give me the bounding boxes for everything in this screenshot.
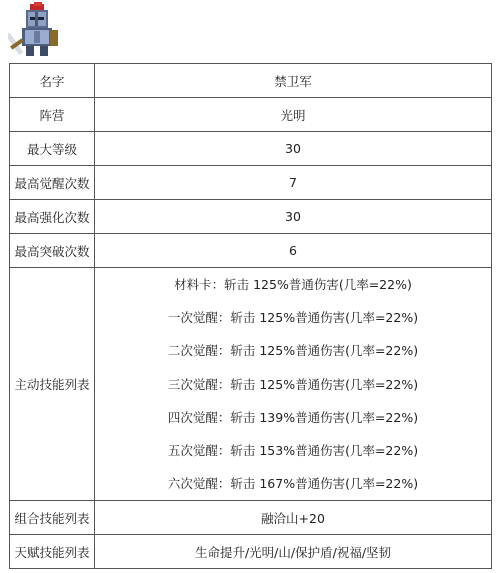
row-value-name: 禁卫军 — [95, 64, 492, 98]
skill-line: 二次觉醒：斩击 125%普通伤害(几率=22%) — [167, 343, 419, 359]
row-value-talent-skills: 生命提升/光明/山/保护盾/祝福/坚韧 — [95, 535, 492, 569]
table-row — [10, 200, 492, 234]
row-value-max-level: 30 — [95, 132, 492, 166]
row-label-max-level: 最大等级 — [10, 132, 95, 166]
table-row — [10, 166, 492, 200]
armored-knight-sword-icon — [8, 2, 68, 60]
table-row — [10, 132, 492, 166]
row-value-max-breakthrough: 6 — [95, 234, 492, 268]
unit-info-table — [9, 63, 492, 569]
row-value-max-enhance: 30 — [95, 200, 492, 234]
table-row — [10, 268, 492, 501]
skill-line: 四次觉醒：斩击 139%普通伤害(几率=22%) — [167, 409, 419, 425]
table-row — [10, 501, 492, 535]
table-row — [10, 234, 492, 268]
table-row — [10, 535, 492, 569]
row-label-max-awakening: 最高觉醒次数 — [10, 166, 95, 200]
row-label-faction: 阵营 — [10, 98, 95, 132]
row-label-active-skills: 主动技能列表 — [10, 268, 95, 501]
row-label-combo-skills: 组合技能列表 — [10, 501, 95, 535]
skill-line: 材料卡：斩击 125%普通伤害(几率=22%) — [174, 277, 412, 292]
table-row — [10, 98, 492, 132]
row-label-talent-skills: 天赋技能列表 — [10, 535, 95, 569]
row-value-max-awakening: 7 — [95, 166, 492, 200]
active-skills-list — [95, 268, 492, 501]
row-label-max-enhance: 最高强化次数 — [10, 200, 95, 234]
skill-line: 三次觉醒：斩击 125%普通伤害(几率=22%) — [167, 376, 419, 392]
row-value-combo-skills: 融洽山+20 — [95, 501, 492, 535]
row-label-name: 名字 — [10, 64, 95, 98]
table-row — [10, 64, 492, 98]
skill-line: 一次觉醒：斩击 125%普通伤害(几率=22%) — [167, 310, 419, 326]
row-value-faction: 光明 — [95, 98, 492, 132]
skill-line: 五次觉醒：斩击 153%普通伤害(几率=22%) — [167, 443, 419, 459]
row-label-max-breakthrough: 最高突破次数 — [10, 234, 95, 268]
skill-line: 六次觉醒：斩击 167%普通伤害(几率=22%) — [167, 476, 419, 492]
